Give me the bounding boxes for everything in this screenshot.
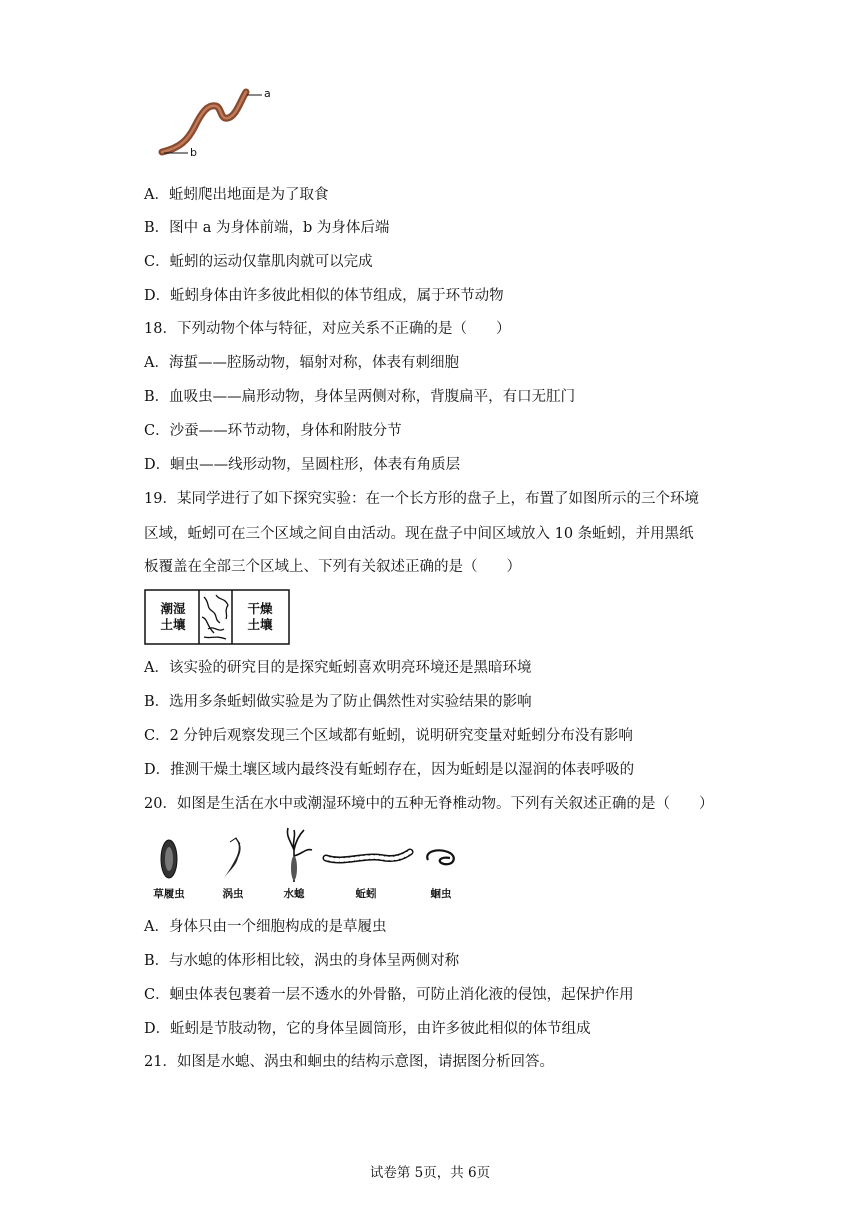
earthworm-illustration [150,82,280,160]
q18-option-d: D．蛔虫——线形动物，呈圆柱形，体表有角质层 [144,457,461,473]
q18-option-c: C．沙蚕——环节动物，身体和附肢分节 [144,423,402,439]
q17-option-b: B．图中 a 为身体前端，b 为身体后端 [144,220,390,236]
caption-planarian: 涡虫 [222,888,244,900]
q18-option-a: A．海蜇——腔肠动物，辐射对称，体表有刺细胞 [144,355,459,371]
q17-option-c: C．蚯蚓的运动仅靠肌肉就可以完成 [144,254,373,270]
dry-soil-label [240,601,280,633]
page-footer: 试卷第 5页，共 6页 [369,1165,491,1181]
moist-soil-label-line2: 土壤 [160,617,186,632]
invertebrates-figure [144,826,474,904]
q18-option-b: B．血吸虫——扁形动物，身体呈两侧对称，背腹扁平，有口无肛门 [144,389,576,405]
caption-roundworm: 蛔虫 [430,888,452,900]
q19-stem-line2: 区域，蚯蚓可在三个区域之间自由活动。现在盘子中间区域放入 10 条蚯蚓，并用黑纸 [144,526,694,542]
moist-soil-label [153,601,193,633]
soil-tray-figure [144,589,290,645]
q19-stem-line3: 板覆盖在全部三个区域上、下列有关叙述正确的是（ ） [144,559,521,575]
dry-soil-label-line1: 干燥 [247,601,273,616]
q20-stem: 20．如图是生活在水中或潮湿环境中的五种无脊椎动物。下列有关叙述正确的是（ ） [144,796,714,812]
q18-stem: 18．下列动物个体与特征，对应关系不正确的是（ ） [144,321,511,337]
invertebrates-illustration [144,826,474,886]
q20-option-c: C．蛔虫体表包裹着一层不透水的外骨骼，可防止消化液的侵蚀，起保护作用 [144,987,634,1003]
caption-hydra: 水螅 [283,888,305,900]
q19-option-a: A．该实验的研究目的是探究蚯蚓喜欢明亮环境还是黑暗环境 [144,660,532,676]
dry-soil-label-line2: 土壤 [247,617,273,632]
q21-stem: 21．如图是水螅、涡虫和蛔虫的结构示意图，请据图分析回答。 [144,1054,554,1070]
earthworm-figure [150,82,280,160]
q19-stem-line1: 19．某同学进行了如下探究实验：在一个长方形的盘子上，布置了如图所示的三个环境 [144,491,699,507]
caption-paramecium: 草履虫 [153,888,185,900]
q20-option-a: A．身体只由一个细胞构成的是草履虫 [144,919,387,935]
q20-option-d: D．蚯蚓是节肢动物，它的身体呈圆筒形，由许多彼此相似的体节组成 [144,1021,591,1037]
q19-option-b: B．选用多条蚯蚓做实验是为了防止偶然性对实验结果的影响 [144,694,532,710]
q17-option-d: D．蚯蚓身体由许多彼此相似的体节组成，属于环节动物 [144,288,504,304]
q19-option-d: D．推测干燥土壤区域内最终没有蚯蚓存在，因为蚯蚓是以湿润的体表呼吸的 [144,762,635,778]
caption-earthworm: 蚯蚓 [355,888,377,900]
label-a: a [264,87,271,100]
q19-option-c: C．2 分钟后观察发现三个区域都有蚯蚓，说明研究变量对蚯蚓分布没有影响 [144,728,633,744]
moist-soil-label-line1: 潮湿 [160,601,186,616]
q17-option-a: A．蚯蚓爬出地面是为了取食 [144,187,329,203]
q20-option-b: B．与水螅的体形相比较，涡虫的身体呈两侧对称 [144,953,460,969]
label-b: b [190,146,197,159]
